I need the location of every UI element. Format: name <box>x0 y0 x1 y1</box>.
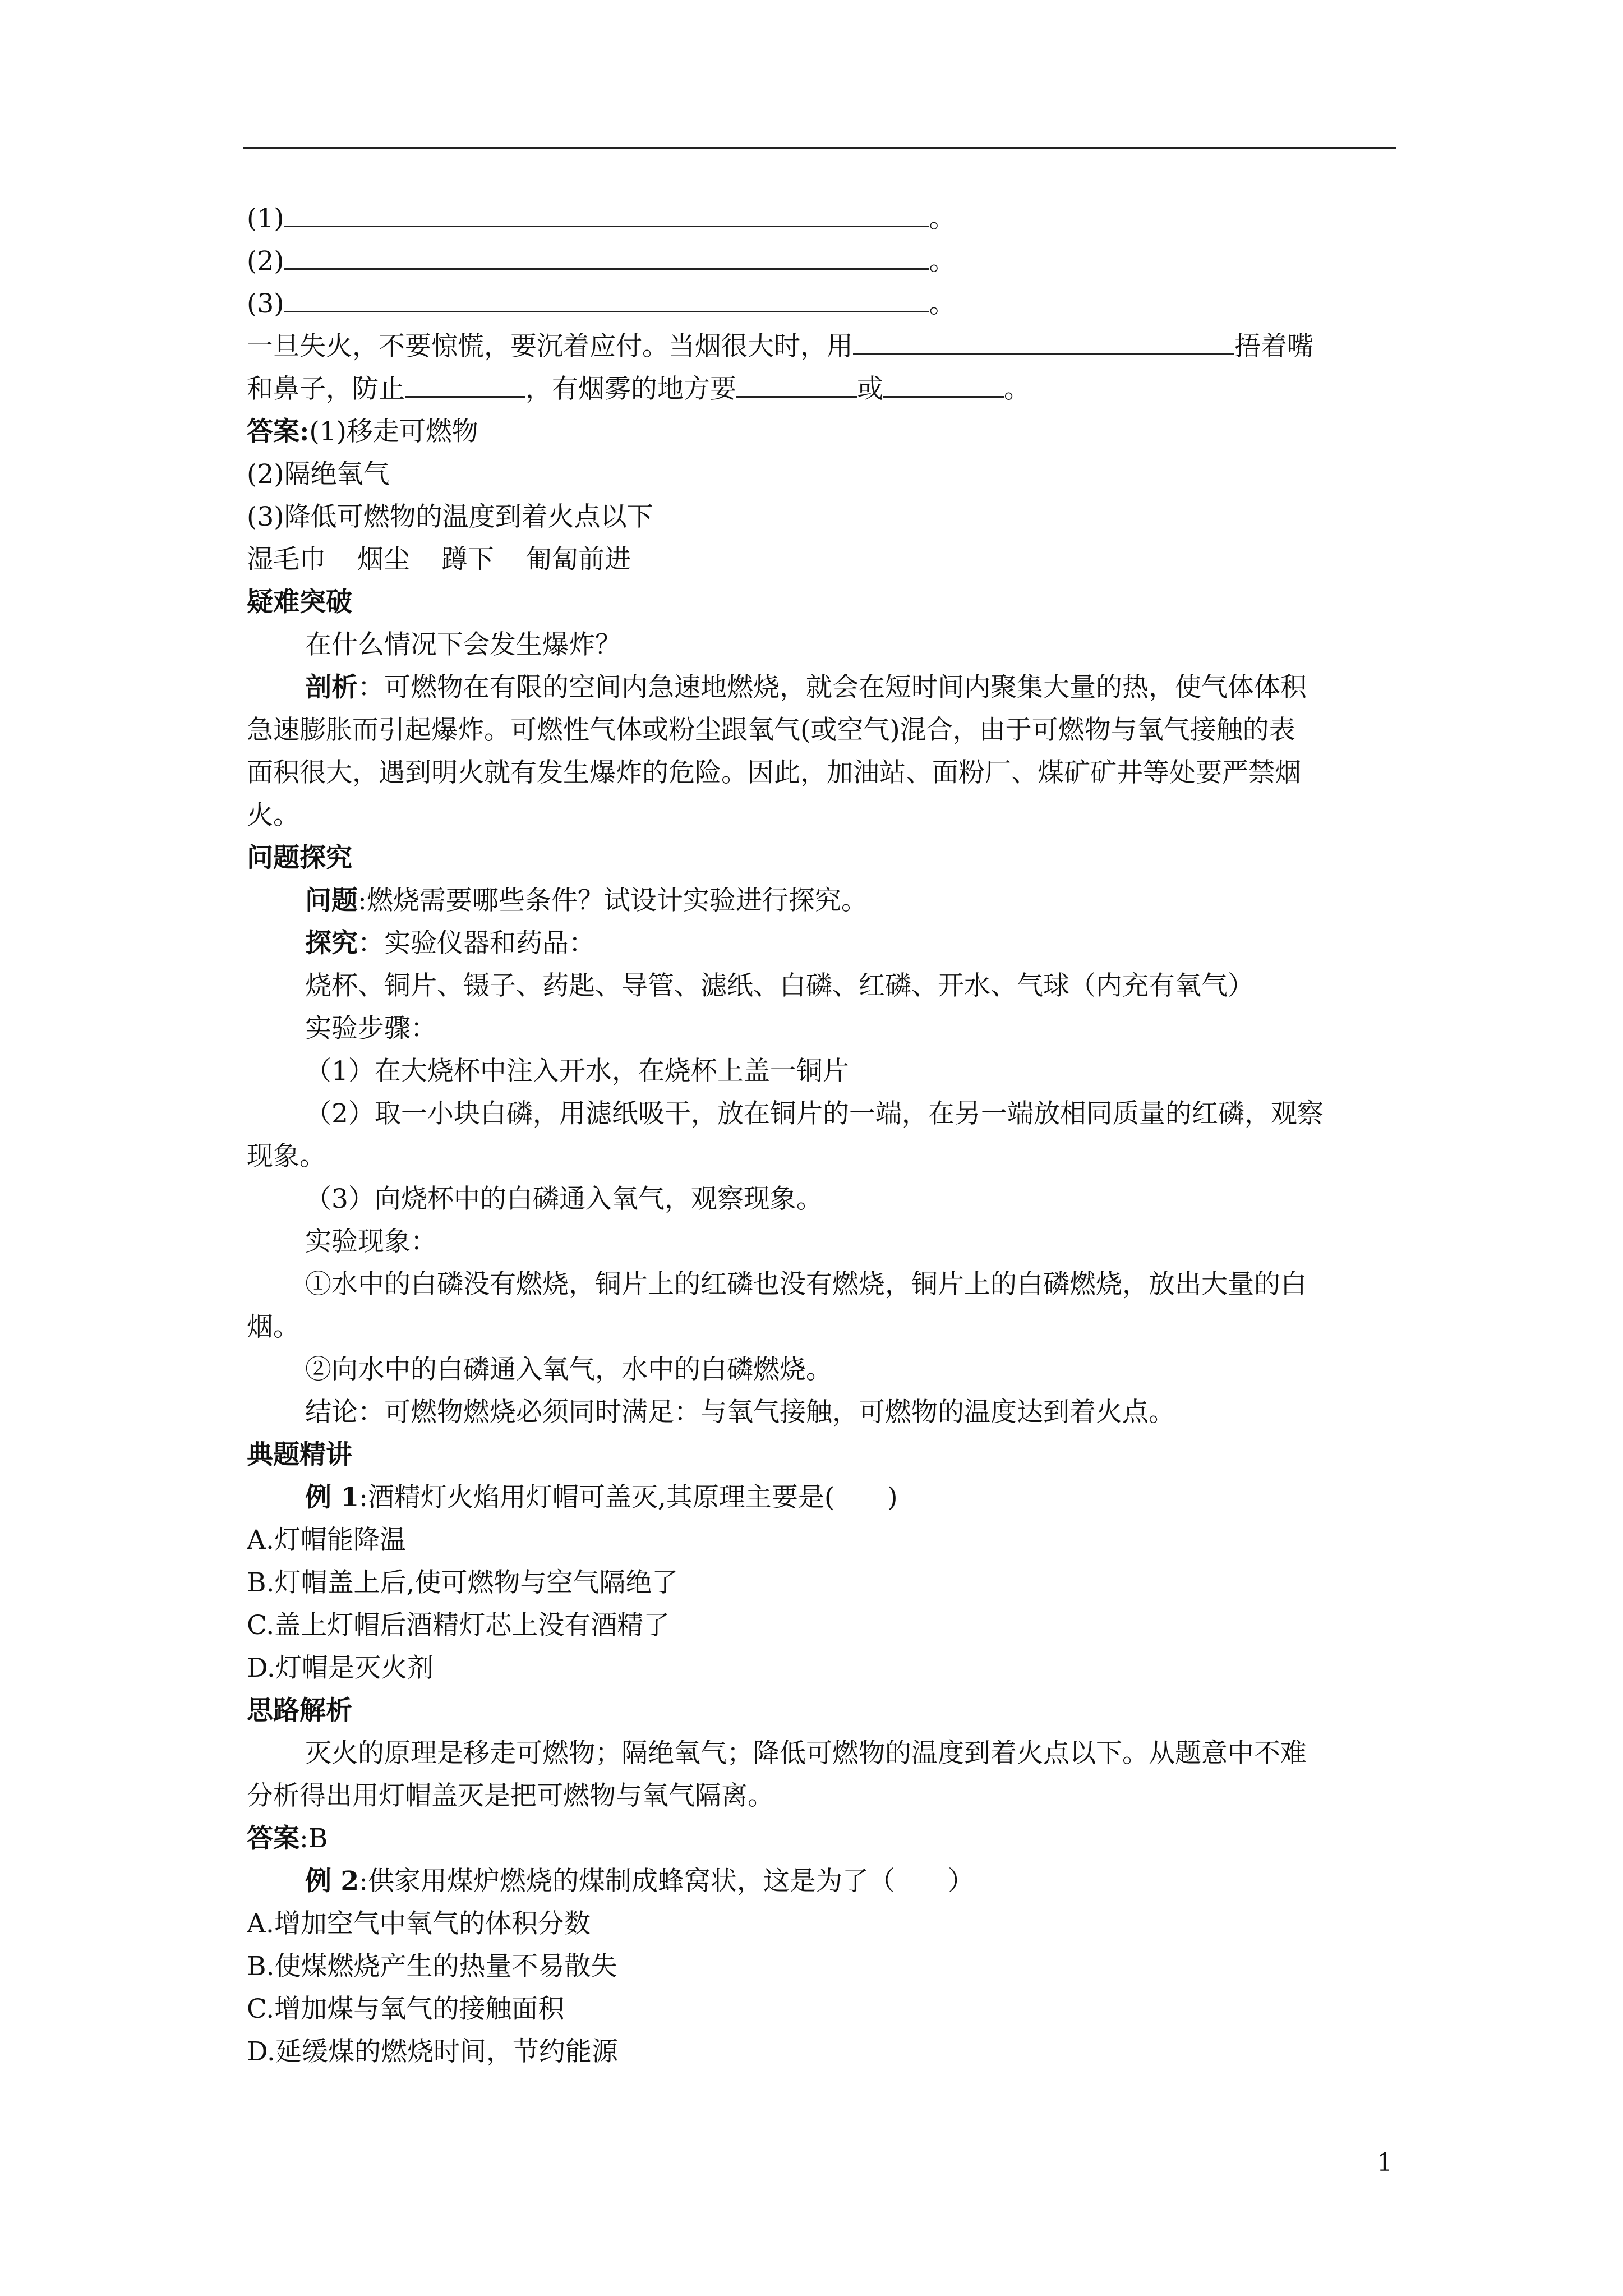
step-3: （3）向烧杯中的白磷通入氧气，观察现象。 <box>305 1184 823 1214</box>
answer-blank[interactable] <box>284 203 929 227</box>
page-number: 1 <box>1377 2148 1393 2177</box>
sentence-text: 一旦失火，不要惊慌，要沉着应付。当烟很大时，用 <box>247 331 853 362</box>
answer-line-example-1 <box>247 1818 1408 1860</box>
analysis-line <box>247 666 1408 709</box>
phenomenon-1: ①水中的白磷没有燃烧，铜片上的红磷也没有燃烧，铜片上的白磷燃烧，放出大量的白 <box>305 1269 1307 1300</box>
fill-sentence-2 <box>247 368 1408 411</box>
step-2: （2）取一小块白磷，用滤纸吸干，放在铜片的一端，在另一端放相同质量的红磷，观察 <box>305 1098 1324 1129</box>
materials-list: 烧杯、铜片、镊子、药匙、导管、滤纸、白磷、红磷、开水、气球（内充有氧气） <box>305 970 1254 1001</box>
section-heading-examples: 典题精讲 <box>247 1439 352 1470</box>
fill-sentence-1 <box>247 325 1408 368</box>
item-number: (2) <box>247 246 284 277</box>
difficulty-question: 在什么情况下会发生爆炸？ <box>305 629 621 660</box>
thinking-line: 灭火的原理是移走可燃物；隔绝氧气；降低可燃物的温度到着火点以下。从题意中不难 <box>305 1738 1307 1769</box>
answer-word: 匍匐前进 <box>525 544 631 575</box>
answer-words <box>247 539 1408 581</box>
section-heading-thinking: 思路解析 <box>247 1695 352 1726</box>
option-b[interactable]: B.灯帽盖上后,使可燃物与空气隔绝了 <box>247 1567 679 1598</box>
example-1-question <box>247 1476 1408 1519</box>
analysis-text: ：可燃物在有限的空间内急速地燃烧，就会在短时间内聚集大量的热，使气体体积 <box>358 672 1307 703</box>
sentence-text: 捂着嘴 <box>1234 331 1313 362</box>
phenomenon-1-continued: 烟。 <box>247 1312 299 1342</box>
answer-blank[interactable] <box>883 374 1004 398</box>
analysis-line: 急速膨胀而引起爆炸。可燃性气体或粉尘跟氧气(或空气)混合，由于可燃物与氧气接触的表 <box>247 715 1295 746</box>
answer-line-1 <box>247 411 1408 453</box>
option-d[interactable]: D.延缓煤的燃烧时间，节约能源 <box>247 2036 618 2067</box>
example-text: :供家用煤炉燃烧的煤制成蜂窝状，这是为了（ ） <box>359 1866 974 1897</box>
step-1: （1）在大烧杯中注入开水，在烧杯上盖一铜片 <box>305 1056 849 1087</box>
sentence-text: ，有烟雾的地方要 <box>525 374 736 404</box>
option-b[interactable]: B.使煤燃烧产生的热量不易散失 <box>247 1951 617 1982</box>
end-mark: 。 <box>929 203 956 234</box>
inquiry-explore <box>247 922 1408 965</box>
sentence-text: 。 <box>1004 374 1030 404</box>
end-mark: 。 <box>929 246 956 277</box>
option-a[interactable]: A.增加空气中氧气的体积分数 <box>247 1908 591 1939</box>
example-label: 例 1 <box>305 1482 359 1513</box>
fill-blank-1 <box>247 197 1408 240</box>
answer-text: (1)移走可燃物 <box>309 416 478 447</box>
option-a[interactable]: A.灯帽能降温 <box>247 1525 406 1556</box>
answer-blank[interactable] <box>736 374 857 398</box>
step-2-continued: 现象。 <box>247 1141 326 1172</box>
question-text: :燃烧需要哪些条件？试设计实验进行探究。 <box>358 885 868 916</box>
phenomenon-2: ②向水中的白磷通入氧气，水中的白磷燃烧。 <box>305 1354 832 1385</box>
example-label: 例 2 <box>305 1866 359 1897</box>
example-2-question <box>247 1860 1408 1903</box>
answer-label: 答案 <box>247 1823 299 1854</box>
section-heading-difficulty: 疑难突破 <box>247 587 352 618</box>
answer-line-3: (3)降低可燃物的温度到着火点以下 <box>247 501 653 532</box>
answer-blank[interactable] <box>284 246 929 270</box>
option-d[interactable]: D.灯帽是灭火剂 <box>247 1653 434 1683</box>
thinking-line: 分析得出用灯帽盖灭是把可燃物与氧气隔离。 <box>247 1780 774 1811</box>
analysis-label: 剖析 <box>305 672 358 703</box>
sentence-text: 或 <box>857 374 883 404</box>
header-rule <box>243 147 1396 149</box>
analysis-line: 面积很大，遇到明火就有发生爆炸的危险。因此，加油站、面粉厂、煤矿矿井等处要严禁烟 <box>247 757 1301 788</box>
phenomena-heading: 实验现象： <box>305 1226 437 1257</box>
answer-label: 答案: <box>247 416 310 447</box>
answer-word: 烟尘 <box>357 544 410 575</box>
end-mark: 。 <box>929 288 956 319</box>
question-label: 问题 <box>305 885 358 916</box>
conclusion: 结论：可燃物燃烧必须同时满足：与氧气接触，可燃物的温度达到着火点。 <box>305 1397 1175 1428</box>
example-text: :酒精灯火焰用灯帽可盖灭,其原理主要是( ) <box>359 1482 898 1513</box>
answer-blank[interactable] <box>284 288 929 312</box>
answer-word: 湿毛巾 <box>247 544 326 575</box>
answer-text: :B <box>299 1823 328 1854</box>
fill-blank-2 <box>247 240 1408 283</box>
explore-text: ：实验仪器和药品： <box>358 928 595 959</box>
analysis-line: 火。 <box>247 800 299 831</box>
page-content <box>247 197 1408 2073</box>
sentence-text: 和鼻子，防止 <box>247 374 405 404</box>
section-heading-inquiry: 问题探究 <box>247 843 352 873</box>
fill-blank-3 <box>247 283 1408 325</box>
option-c[interactable]: C.增加煤与氧气的接触面积 <box>247 1994 565 2024</box>
answer-line-2: (2)隔绝氧气 <box>247 459 390 490</box>
inquiry-question <box>247 880 1408 922</box>
answer-word: 蹲下 <box>441 544 494 575</box>
answer-blank[interactable] <box>405 374 525 398</box>
option-c[interactable]: C.盖上灯帽后酒精灯芯上没有酒精了 <box>247 1610 670 1641</box>
item-number: (1) <box>247 203 284 234</box>
steps-heading: 实验步骤： <box>305 1013 437 1044</box>
explore-label: 探究 <box>305 928 358 959</box>
item-number: (3) <box>247 288 284 319</box>
answer-blank[interactable] <box>853 331 1234 355</box>
